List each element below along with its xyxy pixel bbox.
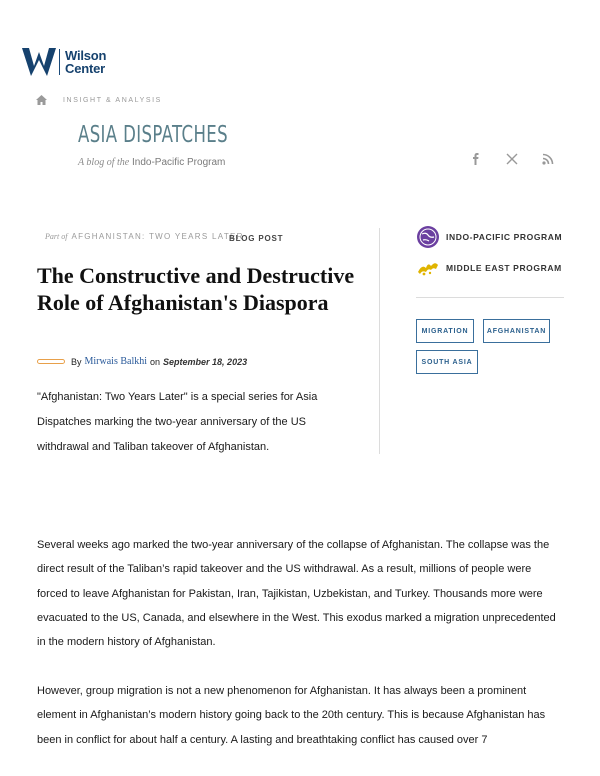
logo-line-1: Wilson: [65, 48, 107, 63]
part-of-prefix: Part of: [45, 232, 68, 241]
byline-decoration: [37, 359, 65, 364]
series-label: [45, 232, 244, 241]
article-paragraph: Several weeks ago marked the two-year anniversary of the collapse of Afghanistan. The collapse was the direct result of the Taliban’s rapid takeover and the US withdrawal. As a result, millions of people were forced to leave Afghanistan for Pakistan, Iran, Tajikistan, Uzbekistan, and Turkey. Thousands more were evacuated to the US, Canada, and elsewhere in the West. This exodus marked a migration unprecedented in the modern history of Afghanistan.: [37, 539, 556, 649]
tagline-program-link[interactable]: Indo-Pacific Program: [131, 157, 226, 168]
blog-tagline: [78, 157, 225, 168]
series-intro: "Afghanistan: Two Years Later" is a special series for Asia Dispatches marking the two-year anniversary of the US withdrawal and Taliban takeover of Afghanistan.: [37, 391, 318, 453]
tag-migration[interactable]: MIGRATION: [416, 319, 474, 343]
tag-afghanistan[interactable]: AFGHANISTAN: [483, 319, 550, 343]
breadcrumb: [36, 95, 162, 105]
program-indo-pacific[interactable]: [416, 225, 562, 249]
series-link[interactable]: AFGHANISTAN: TWO YEARS LATER: [71, 232, 244, 241]
publish-date: September 18, 2023: [163, 356, 248, 367]
logo-wordmark: [65, 49, 106, 75]
byline: [37, 356, 247, 367]
program-divider: [416, 297, 564, 298]
article-paragraph: However, group migration is not a new phenomenon for Afghanistan. It has always been a prominent element in Afghanistan’s modern history going back to the 20th century. This is because Afghanistan has been in conflict for about half a century. A lasting and breathtaking conflict has caused over 7: [37, 685, 546, 746]
program-name: INDO-PACIFIC PROGRAM: [446, 232, 563, 242]
wilson-center-logo[interactable]: [22, 48, 106, 76]
byline-by: By: [71, 356, 82, 367]
program-middle-east[interactable]: [416, 259, 562, 277]
byline-on: on: [150, 356, 161, 367]
post-type-label: BLOG POST: [229, 234, 284, 243]
rss-icon[interactable]: [541, 152, 555, 166]
logo-line-2: Center: [65, 61, 105, 76]
program-name: MIDDLE EAST PROGRAM: [446, 263, 562, 273]
wilson-w-logo-icon: [22, 48, 56, 76]
breadcrumb-section-link[interactable]: INSIGHT & ANALYSIS: [63, 96, 162, 104]
indo-pacific-globe-icon: [416, 225, 440, 249]
home-icon[interactable]: [36, 95, 47, 105]
middle-east-icon: [416, 259, 440, 277]
blog-title[interactable]: ASIA DISPATCHES: [78, 122, 228, 148]
tagline-prefix: A blog of the: [78, 157, 130, 168]
article-title: The Constructive and Destructive Role of Afghanistan's Diaspora: [37, 263, 355, 315]
x-icon[interactable]: [505, 152, 519, 166]
column-divider: [379, 228, 380, 454]
author-link[interactable]: Mirwais Balkhi: [84, 356, 148, 367]
facebook-icon[interactable]: [469, 152, 483, 166]
tag-south-asia[interactable]: SOUTH ASIA: [416, 350, 478, 374]
logo-separator: [59, 49, 60, 75]
